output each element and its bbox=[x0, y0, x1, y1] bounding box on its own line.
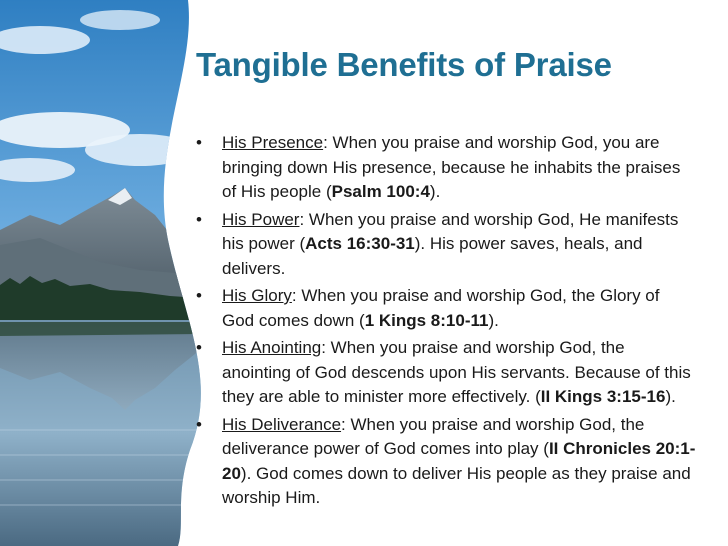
bullet-item-presence bbox=[196, 131, 696, 205]
bullet-text: : When you praise and worship God, the anointing of God descends upon His servants. Because of this they are able to minister more effectively. ( bbox=[222, 338, 691, 406]
scripture-reference: II Chronicles 20:1-20 bbox=[222, 439, 696, 483]
bullet-term: His Presence bbox=[222, 133, 324, 152]
bullet-item-anointing bbox=[196, 336, 696, 410]
bullet-item-power bbox=[196, 208, 696, 282]
bullet-text-end: ). bbox=[429, 182, 441, 201]
bullet-term: His Glory bbox=[222, 286, 292, 305]
bullet-item-glory bbox=[196, 284, 696, 333]
bullet-text: : When you praise and worship God, He manifests his power ( bbox=[222, 209, 679, 253]
bullet-icon: • bbox=[196, 286, 202, 305]
bullet-term: His Anointing bbox=[222, 338, 322, 357]
scripture-reference: Acts 16:30-31 bbox=[305, 234, 415, 253]
scripture-reference: 1 Kings 8:10-11 bbox=[364, 310, 489, 330]
bullet-term: His Power bbox=[222, 209, 300, 229]
bullet-text-end: ). God comes down to deliver His people as they praise and worship Him. bbox=[222, 463, 691, 507]
scripture-reference: II Kings 3:15-16 bbox=[540, 387, 666, 406]
bullet-item-deliverance bbox=[196, 413, 696, 511]
bullet-text: : When you praise and worship God, the Glory of God comes down ( bbox=[222, 286, 660, 330]
scripture-reference: Psalm 100:4 bbox=[331, 182, 430, 201]
slide-title: Tangible Benefits of Praise bbox=[196, 46, 612, 83]
bullet-text-end: ). bbox=[665, 387, 676, 406]
bullet-term: His Deliverance bbox=[222, 414, 342, 434]
bullet-icon: • bbox=[196, 209, 202, 229]
bullet-icon: • bbox=[196, 133, 202, 152]
bullet-icon: • bbox=[196, 414, 202, 434]
bullet-icon: • bbox=[196, 338, 202, 357]
bullet-text: : When you praise and worship God, the deliverance power of God comes into play ( bbox=[222, 414, 645, 458]
bullet-list bbox=[196, 131, 696, 514]
bullet-text-end: ). bbox=[488, 310, 499, 330]
bullet-text: : When you praise and worship God, you are bringing down His presence, because he inhabits the praises of His people ( bbox=[222, 133, 681, 201]
bullet-text-end: ). His power saves, heals, and delivers. bbox=[222, 234, 643, 278]
